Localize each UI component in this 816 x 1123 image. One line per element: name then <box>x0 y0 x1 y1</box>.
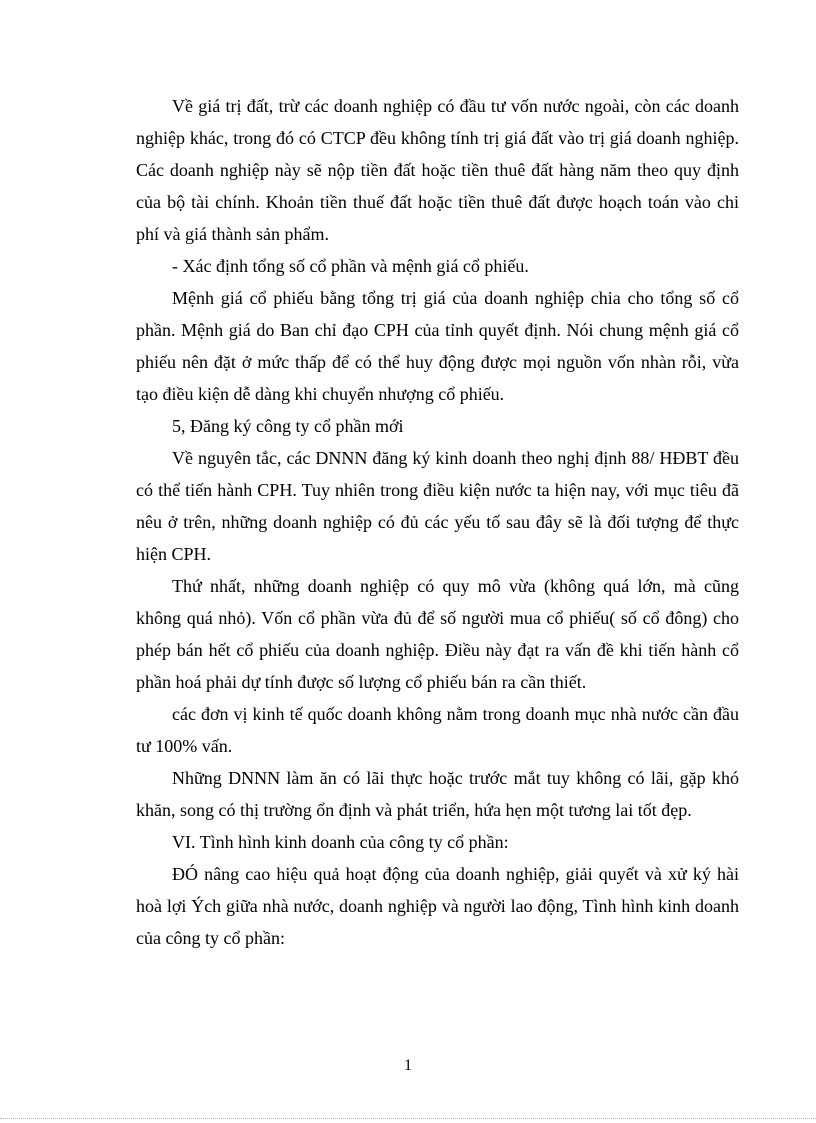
paragraph-profitable-soe: Những DNNN làm ăn có lãi thực hoặc trước mắt tuy không có lãi, gặp khó khăn, song có thị trường ổn định và phát triển, hứa hẹn một tương lai tốt đẹp. <box>136 768 739 820</box>
paragraph-efficiency: ĐÓ nâng cao hiệu quả hoạt động của doanh nghiệp, giải quyết và xử ký hài hoà lợi Ých giữa nhà nước, doanh nghiệp và người lao động, Tình hình kinh doanh của công ty cổ phần: <box>136 864 739 948</box>
page-number: 1 <box>404 1057 412 1074</box>
section-heading-business-status: VI. Tình hình kinh doanh của công ty cổ phần: <box>172 832 509 852</box>
paragraph-principle: Về nguyên tắc, các DNNN đăng ký kinh doanh theo nghị định 88/ HĐBT đều có thể tiến hành CPH. Tuy nhiên trong điều kiện nước ta hiện nay, với mục tiêu đã nêu ở trên, những doanh nghiệp có đủ các yếu tố sau đây sẽ là đối tượng để thực hiện CPH. <box>136 448 739 564</box>
page-bottom-border <box>0 1118 816 1119</box>
paragraph-state-units: các đơn vị kinh tế quốc doanh không nằm trong doanh mục nhà nước cần đầu tư 100% vấn. <box>136 704 739 756</box>
paragraph-first-criterion: Thứ nhất, những doanh nghiệp có quy mô vừa (không quá lớn, mà cũng không quá nhỏ). Vốn cổ phần vừa đủ để số người mua cổ phiếu( số cổ đông) cho phép bán hết cổ phiếu của doanh nghiệp. Điều này đạt ra vấn đề khi tiến hành cổ phần hoá phải dự tính được số lượng cổ phiếu bán ra cần thiết. <box>136 576 739 692</box>
page-body <box>136 90 739 954</box>
paragraph-land-value: Về giá trị đất, trừ các doanh nghiệp có đầu tư vốn nước ngoài, còn các doanh nghiệp khác, trong đó có CTCP đều không tính trị giá đất vào trị giá doanh nghiệp. Các doanh nghiệp này sẽ nộp tiền đất hoặc tiền thuê đất hàng năm theo quy định của bộ tài chính. Khoản tiền thuế đất hoặc tiền thuê đất được hoạch toán vào chi phí và giá thành sản phẩm. <box>136 96 739 244</box>
paragraph-par-value: Mệnh giá cổ phiếu bằng tổng trị giá của doanh nghiệp chia cho tổng số cổ phần. Mệnh giá do Ban chỉ đạo CPH của tỉnh quyết định. Nói chung mệnh giá cổ phiếu nên đặt ở mức thấp để có thể huy động được mọi nguồn vốn nhàn rỗi, vừa tạo điều kiện dễ dàng khi chuyển nhượng cổ phiếu. <box>136 288 739 404</box>
paragraph-share-count-heading: - Xác định tổng số cổ phần và mệnh giá cổ phiếu. <box>172 256 529 276</box>
section-heading-register-company: 5, Đăng ký công ty cổ phần mới <box>172 416 404 436</box>
